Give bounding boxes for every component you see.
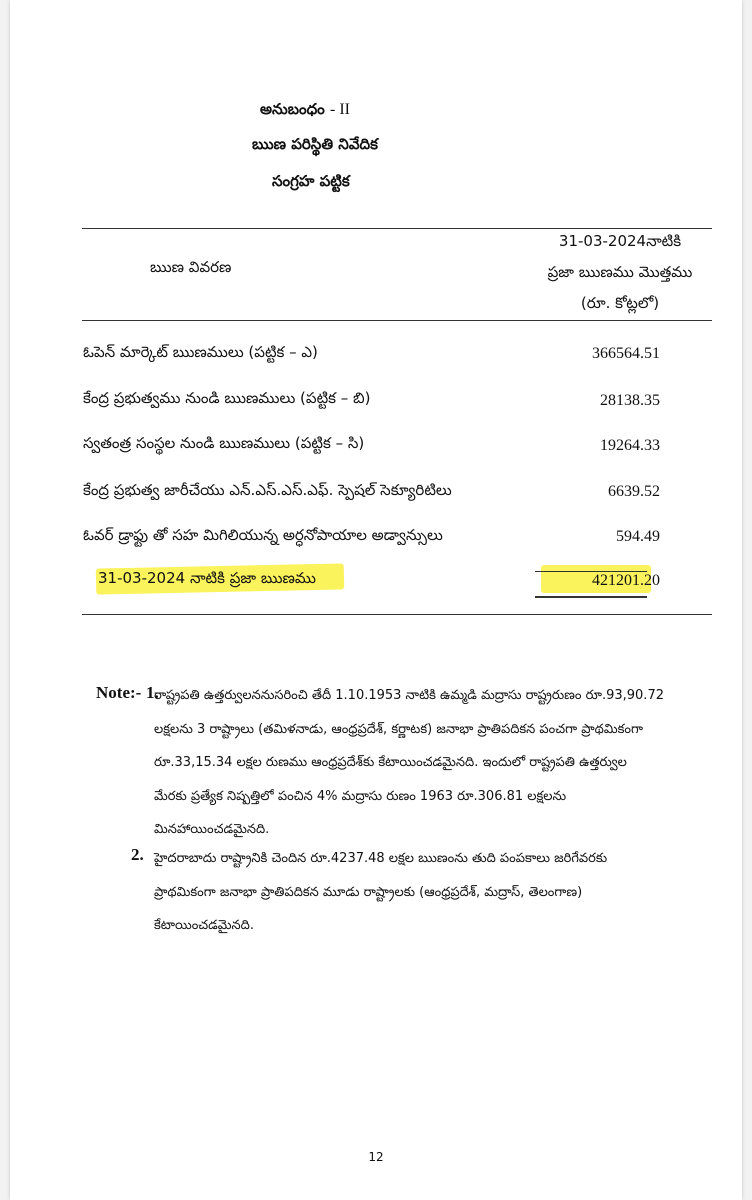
column-header-amount-line1: 31-03-2024నాటికి <box>558 232 682 250</box>
annexure-heading <box>260 100 350 122</box>
total-bottom-rule <box>535 596 647 598</box>
table-row-value: 19264.33 <box>600 437 660 454</box>
note-line: కేటాయించడమైనది. <box>154 918 254 933</box>
table-row-label: ఓపెన్ మార్కెట్ ఋణములు (పట్టిక – ఎ) <box>83 343 318 361</box>
note-1-text <box>154 679 724 847</box>
note-2-text <box>154 842 724 943</box>
note-line: హైదరాబాదు రాష్ట్రానికి చెందిన రూ.4237.48 లక్షల ఋణంను తుది పంపకాలు జరిగేవరకు <box>154 851 608 866</box>
page-number: 12 <box>368 1150 384 1164</box>
note-heading: Note:- <box>96 683 142 702</box>
table-title: సంగ్రహ పట్టిక <box>272 172 350 190</box>
table-row-label: ఓవర్ డ్రాఫ్టు తో సహ మిగిలియున్న అర్ధనోపాయాల అడ్వాన్సులు <box>83 526 443 544</box>
column-header-amount-line3: (రూ. కోట్లలో) <box>580 294 660 312</box>
note-number: 1. <box>146 683 159 702</box>
column-header-description: ఋణ వివరణ <box>150 258 232 276</box>
table-row-label: స్వతంత్ర సంస్థల నుండి ఋణములు (పట్టిక – సి) <box>83 434 365 452</box>
table-row-label: కేంద్ర ప్రభుత్వము నుండి ఋణములు (పట్టిక – బి) <box>83 389 371 407</box>
table-row-value: 366564.51 <box>592 345 660 362</box>
table-row-value: 28138.35 <box>600 392 660 409</box>
table-row-value: 6639.52 <box>608 483 660 500</box>
total-row-value: 421201.20 <box>592 572 660 589</box>
column-header-amount <box>520 226 720 319</box>
total-row-label: 31-03-2024 నాటికి ప్రజా ఋణము <box>98 569 316 587</box>
annexure-number: - II <box>330 101 350 118</box>
table-bottom-rule <box>82 614 712 615</box>
table-row-label: కేంద్ర ప్రభుత్వ జారీచేయు ఎన్.ఎస్.ఎస్.ఎఫ్. స్పెషల్ సెక్యూరిటిలు <box>83 481 452 499</box>
note-line: లక్షలను 3 రాష్ట్రాలు (తమిళనాడు, ఆంధ్రప్రదేశ్, కర్ణాటక) జనాభా ప్రాతిపదికన పంచగా ప్రాథమికంగా <box>154 721 643 737</box>
note-line: మినహాయించడమైనది. <box>154 822 270 837</box>
note-line: రూ.33,15.34 లక్షల రుణము ఆంధ్రప్రదేశ్‌కు కేటాయించడమైనది. ఇందులో రాష్ట్రపతి ఉత్తర్వుల <box>154 755 627 770</box>
report-subtitle: ఋణ పరిస్థితి నివేదిక <box>252 135 378 153</box>
document-page <box>10 0 742 1200</box>
table-row-value: 594.49 <box>616 528 660 545</box>
note-line: మేరకు ప్రత్యేక నిష్పత్తిలో పంచిన 4% మద్రాసు రుణం 1963 రూ.306.81 లక్షలను <box>154 788 567 804</box>
note-line: ప్రాథమికంగా జనాభా ప్రాతిపదికన మూడు రాష్ట్రాలకు (ఆంధ్రప్రదేశ్, మద్రాస్, తెలంగాణ) <box>154 884 583 900</box>
column-header-amount-line2: ప్రజా ఋణము మొత్తము <box>547 263 693 281</box>
note-line: రాష్ట్రపతి ఉత్తర్వులననుసరించి తేదీ 1.10.1953 నాటికి ఉమ్మడి మద్రాసు రాష్ట్రరుణం రూ.93,90.72 <box>154 688 664 703</box>
note-number: 2. <box>131 845 144 864</box>
table-header-rule <box>82 320 712 321</box>
annexure-title: అనుబంధం <box>260 100 325 118</box>
